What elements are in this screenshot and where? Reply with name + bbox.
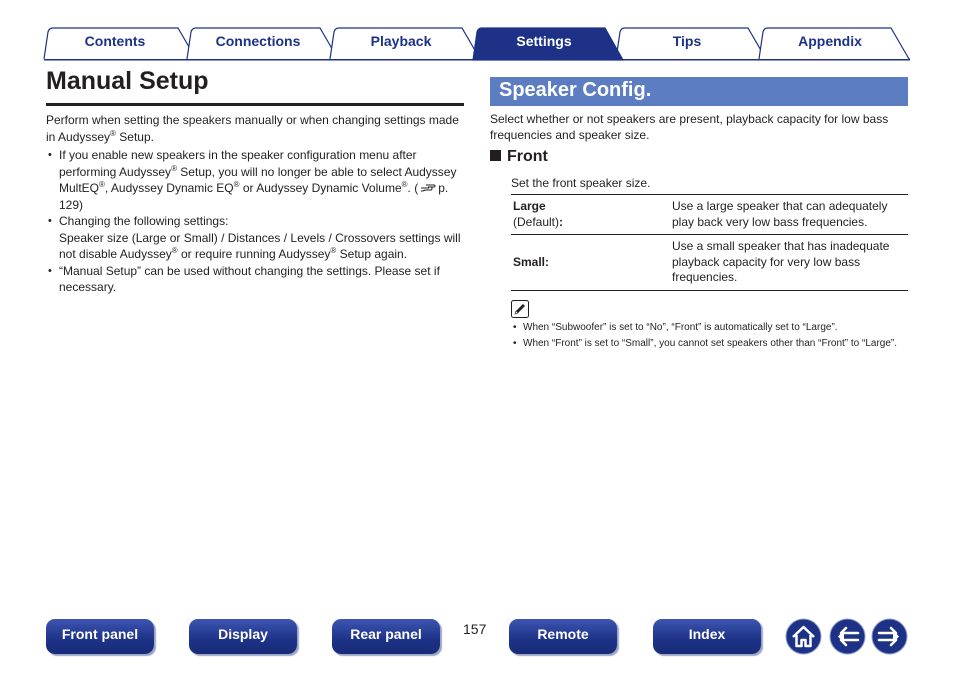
tips-list <box>511 320 906 351</box>
option-name-cell <box>511 235 670 291</box>
table-row <box>511 235 908 291</box>
section-description: Select whether or not speakers are present, playback capacity for low bass frequencies and speaker size. <box>490 112 889 142</box>
notes-list <box>46 147 466 296</box>
list-item: • When “Subwoofer” is set to “No”, “Front” is automatically set to “Large”. <box>511 320 906 336</box>
pencil-note-icon <box>511 300 529 318</box>
option-description: Use a large speaker that can adequately play back very low bass frequencies. <box>670 195 908 235</box>
page-title: Manual Setup <box>46 67 209 95</box>
list-item-text: . ( <box>407 181 419 195</box>
tab-appendix[interactable]: Appendix <box>798 33 862 49</box>
option-colon: : <box>559 214 564 229</box>
options-table <box>511 194 908 291</box>
intro-text <box>46 112 466 145</box>
page-number: 157 <box>463 621 487 637</box>
tab-tips[interactable]: Tips <box>672 33 702 49</box>
section-title: Speaker Config. <box>499 79 652 101</box>
option-name-cell <box>511 195 670 235</box>
subsection-description: Set the front speaker size. <box>511 176 651 190</box>
tab-connections[interactable]: Connections <box>215 33 301 49</box>
home-icon[interactable] <box>785 618 822 655</box>
list-item-text: Setup, you will no longer be able to select Audyssey MultEQ <box>59 164 457 195</box>
list-item-text: Speaker size (Large or Small) / Distances / Levels / Crossovers settings will not disable Audyssey <box>59 230 461 261</box>
list-item-text: If you enable new speakers in the speaker configuration menu after performing Audyssey <box>59 148 417 179</box>
list-item <box>46 263 466 296</box>
list-item-text: , Audyssey Dynamic EQ <box>104 181 234 195</box>
intro-text-part: Setup. <box>115 129 154 144</box>
option-name: Small: <box>513 254 550 269</box>
title-divider <box>46 103 464 106</box>
page-reference-link[interactable]: p. 129) <box>59 181 449 212</box>
tab-playback[interactable]: Playback <box>370 33 432 49</box>
registered-mark: ® <box>171 163 177 173</box>
list-item-text: “Manual Setup” can be used without changing the settings. Please set if necessary. <box>59 263 440 294</box>
registered-mark: ® <box>99 180 105 189</box>
subsection-title <box>490 148 548 166</box>
index-button[interactable]: Index <box>653 619 761 654</box>
subsection-title-text: Front <box>507 148 548 165</box>
registered-mark: ® <box>233 180 240 189</box>
option-name: Large <box>513 199 546 213</box>
square-bullet-icon <box>490 150 501 161</box>
arrow-right-icon[interactable] <box>871 618 908 655</box>
arrow-left-icon[interactable] <box>829 618 866 655</box>
option-default-note: (Default) <box>513 214 560 229</box>
table-row <box>511 195 908 235</box>
list-item-text: or Audyssey Dynamic Volume <box>239 181 402 195</box>
list-item <box>46 213 466 263</box>
option-description: Use a small speaker that has inadequate playback capacity for very low bass frequencies. <box>670 235 908 291</box>
front-panel-button[interactable]: Front panel <box>46 619 154 654</box>
list-item-text: or require running Audyssey <box>177 247 331 261</box>
section-header <box>490 77 908 106</box>
tab-contents[interactable]: Contents <box>84 33 146 49</box>
top-tab-bar <box>0 0 954 64</box>
tab-settings[interactable]: Settings <box>516 33 572 49</box>
list-item-text: Changing the following settings: <box>59 214 229 228</box>
remote-button[interactable]: Remote <box>509 619 617 654</box>
display-button[interactable]: Display <box>189 619 297 654</box>
list-item: • When “Front” is set to “Small”, you cannot set speakers other than “Front” to “Large”. <box>511 336 906 352</box>
intro-text-part: Perform when setting the speakers manually or when changing settings made in Audyssey <box>46 113 459 144</box>
registered-mark: ® <box>401 180 408 189</box>
registered-mark: ® <box>110 128 116 138</box>
pointing-hand-icon <box>420 182 436 193</box>
list-item <box>46 147 466 213</box>
list-item-text: Setup again. <box>336 247 408 261</box>
registered-mark: ® <box>330 246 337 255</box>
tab-shapes <box>0 0 954 64</box>
registered-mark: ® <box>171 246 178 255</box>
rear-panel-button[interactable]: Rear panel <box>332 619 440 654</box>
